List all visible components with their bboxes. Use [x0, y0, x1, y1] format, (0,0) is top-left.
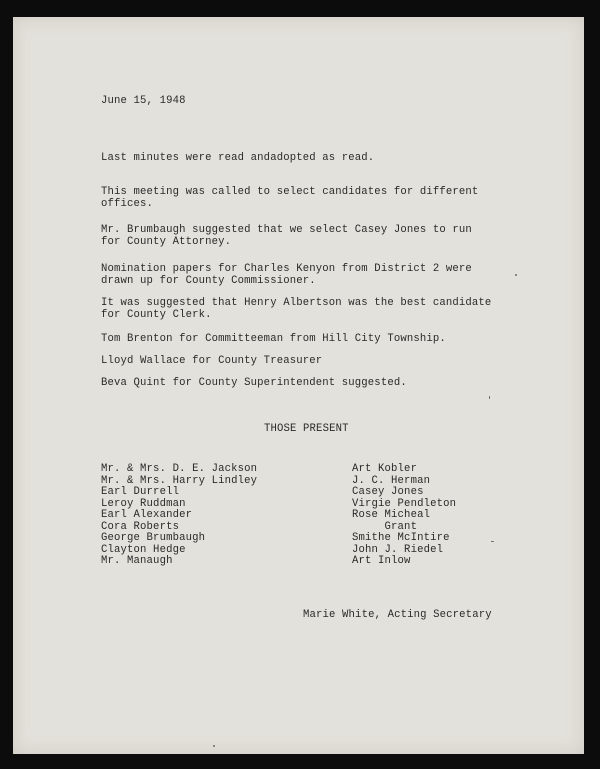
paragraph-line: Tom Brenton for Committeeman from Hill City Township.: [101, 333, 446, 345]
paper-speck: [213, 745, 215, 747]
paragraph-committeeman: [101, 333, 446, 345]
letter-date: June 15, 1948: [101, 95, 186, 107]
paragraph-line: Last minutes were read andadopted as read.: [101, 152, 375, 164]
attendee-name: Art Kobler: [352, 463, 418, 475]
attendee-name: Smithe McIntire: [352, 532, 450, 544]
attendee-name: Virgie Pendleton: [352, 497, 457, 510]
paragraph-line: Beva Quint for County Superintendent suggested.: [101, 377, 407, 389]
paragraph-county-attorney: [101, 224, 472, 248]
acting-secretary-signature: Marie White, Acting Secretary: [303, 609, 492, 621]
attendee-name: Casey Jones: [352, 486, 424, 498]
paragraph-line: for County Clerk.: [101, 309, 212, 321]
attendees-left-column: [101, 458, 258, 567]
paragraph-county-superintendent: [101, 377, 407, 389]
attendee-name: Mr. & Mrs. Harry Lindley: [101, 474, 258, 487]
paper-speck: [489, 396, 490, 399]
paragraph-county-clerk: [101, 297, 491, 321]
attendee-name: Mr. Manaugh: [101, 555, 173, 567]
those-present-heading: THOSE PRESENT: [264, 423, 349, 435]
attendee-name: Earl Alexander: [101, 509, 193, 521]
attendee-name: Cora Roberts: [101, 520, 180, 533]
paragraph-line: for County Attorney.: [101, 236, 232, 248]
paragraph-minutes-adopted: [101, 152, 374, 164]
attendee-name: Grant: [352, 520, 418, 533]
attendee-name: George Brumbaugh: [101, 532, 206, 544]
paper-speck: [491, 541, 494, 542]
typed-letter-page: [13, 17, 584, 754]
attendee-name: Rose Micheal: [352, 509, 431, 521]
attendees-right-column: [352, 458, 457, 567]
paper-speck: [515, 274, 517, 276]
attendee-name: Clayton Hedge: [101, 543, 186, 556]
paragraph-meeting-purpose: [101, 186, 478, 210]
paragraph-line: drawn up for County Commissioner.: [101, 275, 316, 287]
paragraph-line: offices.: [101, 198, 154, 210]
attendee-name: Leroy Ruddman: [101, 497, 186, 510]
paragraph-line: Lloyd Wallace for County Treasurer: [101, 355, 323, 367]
attendee-name: Art Inlow: [352, 555, 411, 567]
paragraph-line: It was suggested that Henry Albertson was the best candidate: [101, 297, 492, 309]
paragraph-county-treasurer: [101, 355, 322, 367]
paragraph-line: Mr. Brumbaugh suggested that we select Casey Jones to run: [101, 224, 472, 236]
attendee-name: J. C. Herman: [352, 474, 431, 487]
attendee-name: Earl Durrell: [101, 486, 180, 498]
attendee-name: John J. Riedel: [352, 543, 444, 556]
paragraph-county-commissioner: [101, 263, 472, 287]
attendee-name: Mr. & Mrs. D. E. Jackson: [101, 463, 258, 475]
paragraph-line: Nomination papers for Charles Kenyon from District 2 were: [101, 263, 472, 275]
paragraph-line: This meeting was called to select candidates for different: [101, 186, 479, 198]
